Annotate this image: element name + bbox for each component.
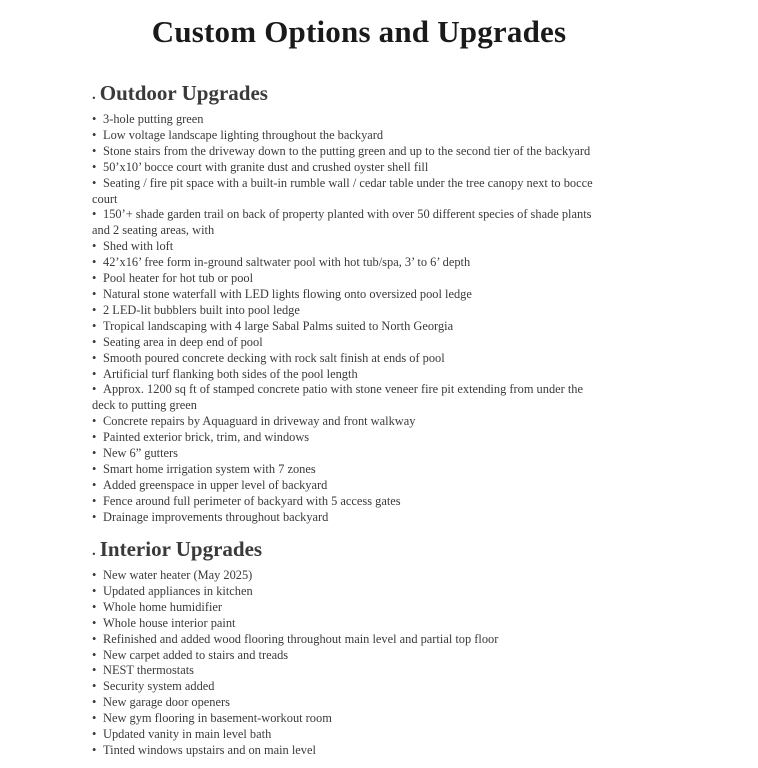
list-item: • Artificial turf flanking both sides of the pool length xyxy=(92,367,652,383)
list-item: • Smooth poured concrete decking with rock salt finish at ends of pool xyxy=(92,351,652,367)
list-item: • Updated vanity in main level bath xyxy=(92,727,652,743)
bullet-icon: . xyxy=(92,543,96,559)
outdoor-upgrades-section xyxy=(92,80,652,526)
list-item: • 42’x16’ free form in-ground saltwater pool with hot tub/spa, 3’ to 6’ depth xyxy=(92,255,652,271)
list-item: • Pool heater for hot tub or pool xyxy=(92,271,652,287)
list-item: • Refinished and added wood flooring throughout main level and partial top floor xyxy=(92,632,652,648)
bullet-icon: . xyxy=(92,87,96,103)
list-item: • Whole house interior paint xyxy=(92,616,652,632)
list-item xyxy=(92,207,652,239)
list-item: • Tropical landscaping with 4 large Sabal Palms suited to North Georgia xyxy=(92,319,652,335)
list-item: • New carpet added to stairs and treads xyxy=(92,648,652,664)
outdoor-upgrades-heading xyxy=(92,80,652,109)
list-item: • New garage door openers xyxy=(92,695,652,711)
list-item: • NEST thermostats xyxy=(92,663,652,679)
list-item: • Smart home irrigation system with 7 zones xyxy=(92,462,652,478)
list-item-continuation: court xyxy=(92,191,118,206)
list-item: • Whole home humidifier xyxy=(92,600,652,616)
list-item: • Security system added xyxy=(92,679,652,695)
list-item: • Low voltage landscape lighting throughout the backyard xyxy=(92,128,652,144)
interior-upgrades-heading xyxy=(92,536,652,565)
list-item-line: • 150’+ shade garden trail on back of property planted with over 50 different species of shade plants xyxy=(103,207,592,222)
list-item: • 50’x10’ bocce court with granite dust and crushed oyster shell fill xyxy=(92,160,652,176)
list-item-line: • Seating / fire pit space with a built-in rumble wall / cedar table under the tree canopy next to bocce xyxy=(103,175,593,190)
list-item: • Stone stairs from the driveway down to the putting green and up to the second tier of the backyard xyxy=(92,144,652,160)
list-item: • 2 LED-lit bubblers built into pool ledge xyxy=(92,303,652,319)
list-item-continuation: deck to putting green xyxy=(92,398,197,413)
list-item: • Seating area in deep end of pool xyxy=(92,335,652,351)
list-item: • Added greenspace in upper level of backyard xyxy=(92,478,652,494)
list-item: • New gym flooring in basement-workout room xyxy=(92,711,652,727)
list-item: • Fence around full perimeter of backyard with 5 access gates xyxy=(92,494,652,510)
list-item: • Tinted windows upstairs and on main level xyxy=(92,743,652,759)
list-item xyxy=(92,176,652,208)
list-item-line: • Approx. 1200 sq ft of stamped concrete patio with stone veneer fire pit extending from under the xyxy=(103,382,583,397)
list-item: • Shed with loft xyxy=(92,239,652,255)
list-item: • New water heater (May 2025) xyxy=(92,568,652,584)
outdoor-upgrades-list xyxy=(92,112,652,526)
list-item: • Updated appliances in kitchen xyxy=(92,584,652,600)
list-item: • Painted exterior brick, trim, and windows xyxy=(92,430,652,446)
interior-heading-text: Interior Upgrades xyxy=(99,537,263,561)
list-item xyxy=(92,382,652,414)
interior-upgrades-list xyxy=(92,568,652,759)
outdoor-heading-text: Outdoor Upgrades xyxy=(99,81,268,105)
list-item: • New 6” gutters xyxy=(92,446,652,462)
interior-upgrades-section xyxy=(92,536,652,759)
list-item: • Natural stone waterfall with LED lights flowing onto oversized pool ledge xyxy=(92,287,652,303)
list-item-continuation: and 2 seating areas, with xyxy=(92,223,215,238)
list-item: • 3-hole putting green xyxy=(92,112,652,128)
page-title: Custom Options and Upgrades xyxy=(151,14,567,49)
list-item: • Concrete repairs by Aquaguard in driveway and front walkway xyxy=(92,414,652,430)
list-item: • Drainage improvements throughout backyard xyxy=(92,510,652,526)
